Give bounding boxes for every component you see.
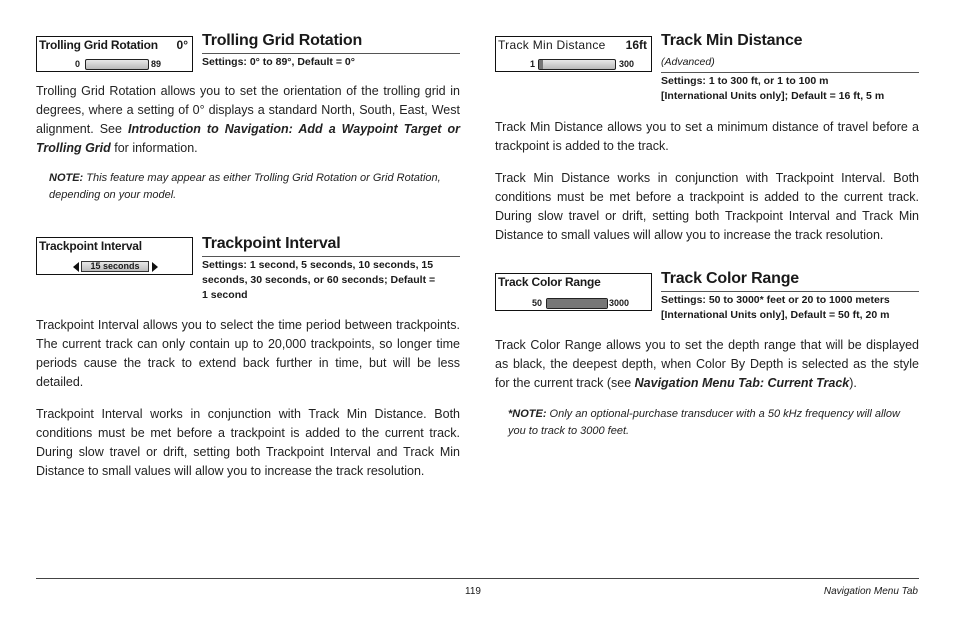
trackpoint-paragraph-1 [36, 316, 460, 392]
trolling-rule [202, 53, 460, 54]
mindist-paragraph-1 [495, 118, 919, 156]
trolling-slider-min: 0 [75, 59, 81, 69]
colorrange-para-text2: ). [849, 376, 857, 390]
page-number: 119 [465, 586, 481, 597]
colorrange-slider [546, 298, 608, 309]
track-color-range-widget [495, 273, 652, 311]
trackpoint-settings: Settings: 1 second, 5 seconds, 10 seconds, 15 seconds, 30 seconds, or 60 seconds; Default = 1 second [202, 259, 436, 301]
mindist-settings-line1: Settings: 1 to 300 ft, or 1 to 100 m [661, 75, 829, 87]
trolling-para-link[interactable]: Introduction to Navigation: Add a Waypoint Target or Trolling Grid [36, 122, 460, 155]
trackpoint-rule [202, 256, 460, 257]
trackpoint-heading: Trackpoint Interval [202, 235, 341, 252]
trolling-para-term: Trolling Grid Rotation [36, 84, 156, 98]
mindist-para-term: Track Min Distance [495, 120, 603, 134]
trolling-para-text2: for information. [110, 141, 198, 155]
trolling-note [49, 170, 459, 204]
mindist-paragraph-2: Track Min Distance works in conjunction with Trackpoint Interval. Both conditions must be met before a trackpoint is added to the current track. During slow travel or drift, setting both Trackpoint Interval and Track Min Distance to small values will allow you to increase the track resolution. [495, 171, 919, 242]
colorrange-settings [661, 293, 919, 323]
mindist-heading: Track Min Distance [661, 32, 803, 49]
trolling-para-text1: allows you to set the orientation of the trolling grid in degrees, where a setting of 0° displays a standard North, South, East, West alignment. See [36, 84, 460, 136]
footer-rule [36, 578, 919, 579]
mindist-para-text: allows you to set a minimum distance of travel before a trackpoint is added to the track. [495, 120, 919, 153]
colorrange-rule [661, 291, 919, 292]
colorrange-para-term: Track Color Range [495, 338, 602, 352]
mindist-slider [538, 59, 616, 70]
colorrange-note-label: *NOTE: [508, 408, 547, 420]
mindist-widget-title: Track Min Distance [498, 38, 606, 52]
trolling-heading: Trolling Grid Rotation [202, 32, 363, 49]
mindist-slider-max: 300 [619, 59, 635, 69]
colorrange-note-text: Only an optional-purchase transducer with a 50 kHz frequency will allow you to track to 3000 feet. [508, 408, 900, 437]
mindist-slider-min: 1 [530, 59, 536, 69]
trackpoint-para-term: Trackpoint Interval [36, 318, 139, 332]
trolling-note-label: NOTE: [49, 172, 84, 184]
trolling-slider [85, 59, 149, 70]
footer-section-title: Navigation Menu Tab [823, 586, 918, 597]
arrow-left-icon[interactable] [73, 262, 79, 272]
mindist-settings-line2: [International Units only]; Default = 16 ft, 5 m [661, 90, 885, 102]
colorrange-para-text1: allows you to set the depth range that will be displayed as black, the deepest depth, when Color By Depth is selected as the style for the current track (see [495, 338, 919, 390]
colorrange-heading: Track Color Range [661, 270, 799, 287]
mindist-settings [661, 74, 919, 104]
colorrange-slider-min: 50 [532, 298, 543, 308]
mindist-widget-value: 16ft [625, 38, 647, 52]
colorrange-note [508, 406, 918, 440]
trolling-slider-max: 89 [151, 59, 162, 69]
colorrange-widget-title: Track Color Range [498, 275, 601, 289]
colorrange-settings-line1: Settings: 50 to 3000* feet or 20 to 1000 meters [661, 294, 890, 306]
trolling-widget-title: Trolling Grid Rotation [39, 38, 158, 52]
trolling-grid-widget [36, 36, 193, 72]
mindist-advanced: (Advanced) [661, 56, 715, 68]
arrow-right-icon[interactable] [152, 262, 158, 272]
trolling-note-text: This feature may appear as either Trolling Grid Rotation or Grid Rotation, depending on your model. [49, 172, 441, 201]
colorrange-paragraph [495, 336, 919, 393]
colorrange-settings-line2: [International Units only], Default = 50 ft, 20 m [661, 309, 890, 321]
colorrange-para-link[interactable]: Navigation Menu Tab: Current Track [634, 376, 850, 390]
trolling-paragraph [36, 82, 460, 158]
trackpoint-paragraph-2: Trackpoint Interval works in conjunction with Track Min Distance. Both conditions must be met before a trackpoint is added to the current track. During slow travel or drift, setting both Trackpoint Interval and Track Min Distance to small values will allow you to increase the track resolution. [36, 407, 460, 478]
trackpoint-spinner-value: 15 seconds [81, 261, 149, 272]
trolling-settings: Settings: 0° to 89°, Default = 0° [202, 56, 355, 68]
trolling-widget-value: 0° [176, 38, 188, 52]
mindist-slider-fill [539, 60, 543, 69]
trackpoint-interval-widget [36, 237, 193, 275]
colorrange-slider-fill [547, 299, 607, 308]
mindist-rule [661, 72, 919, 73]
colorrange-slider-max: 3000 [609, 298, 630, 308]
trackpoint-widget-title: Trackpoint Interval [39, 239, 142, 253]
track-min-distance-widget [495, 36, 652, 72]
trackpoint-para-text: allows you to select the time period between trackpoints. The current track can only contain up to 20,000 trackpoints, so longer time periods cause the track to extend back further in time, but will be less detailed. [36, 318, 460, 389]
